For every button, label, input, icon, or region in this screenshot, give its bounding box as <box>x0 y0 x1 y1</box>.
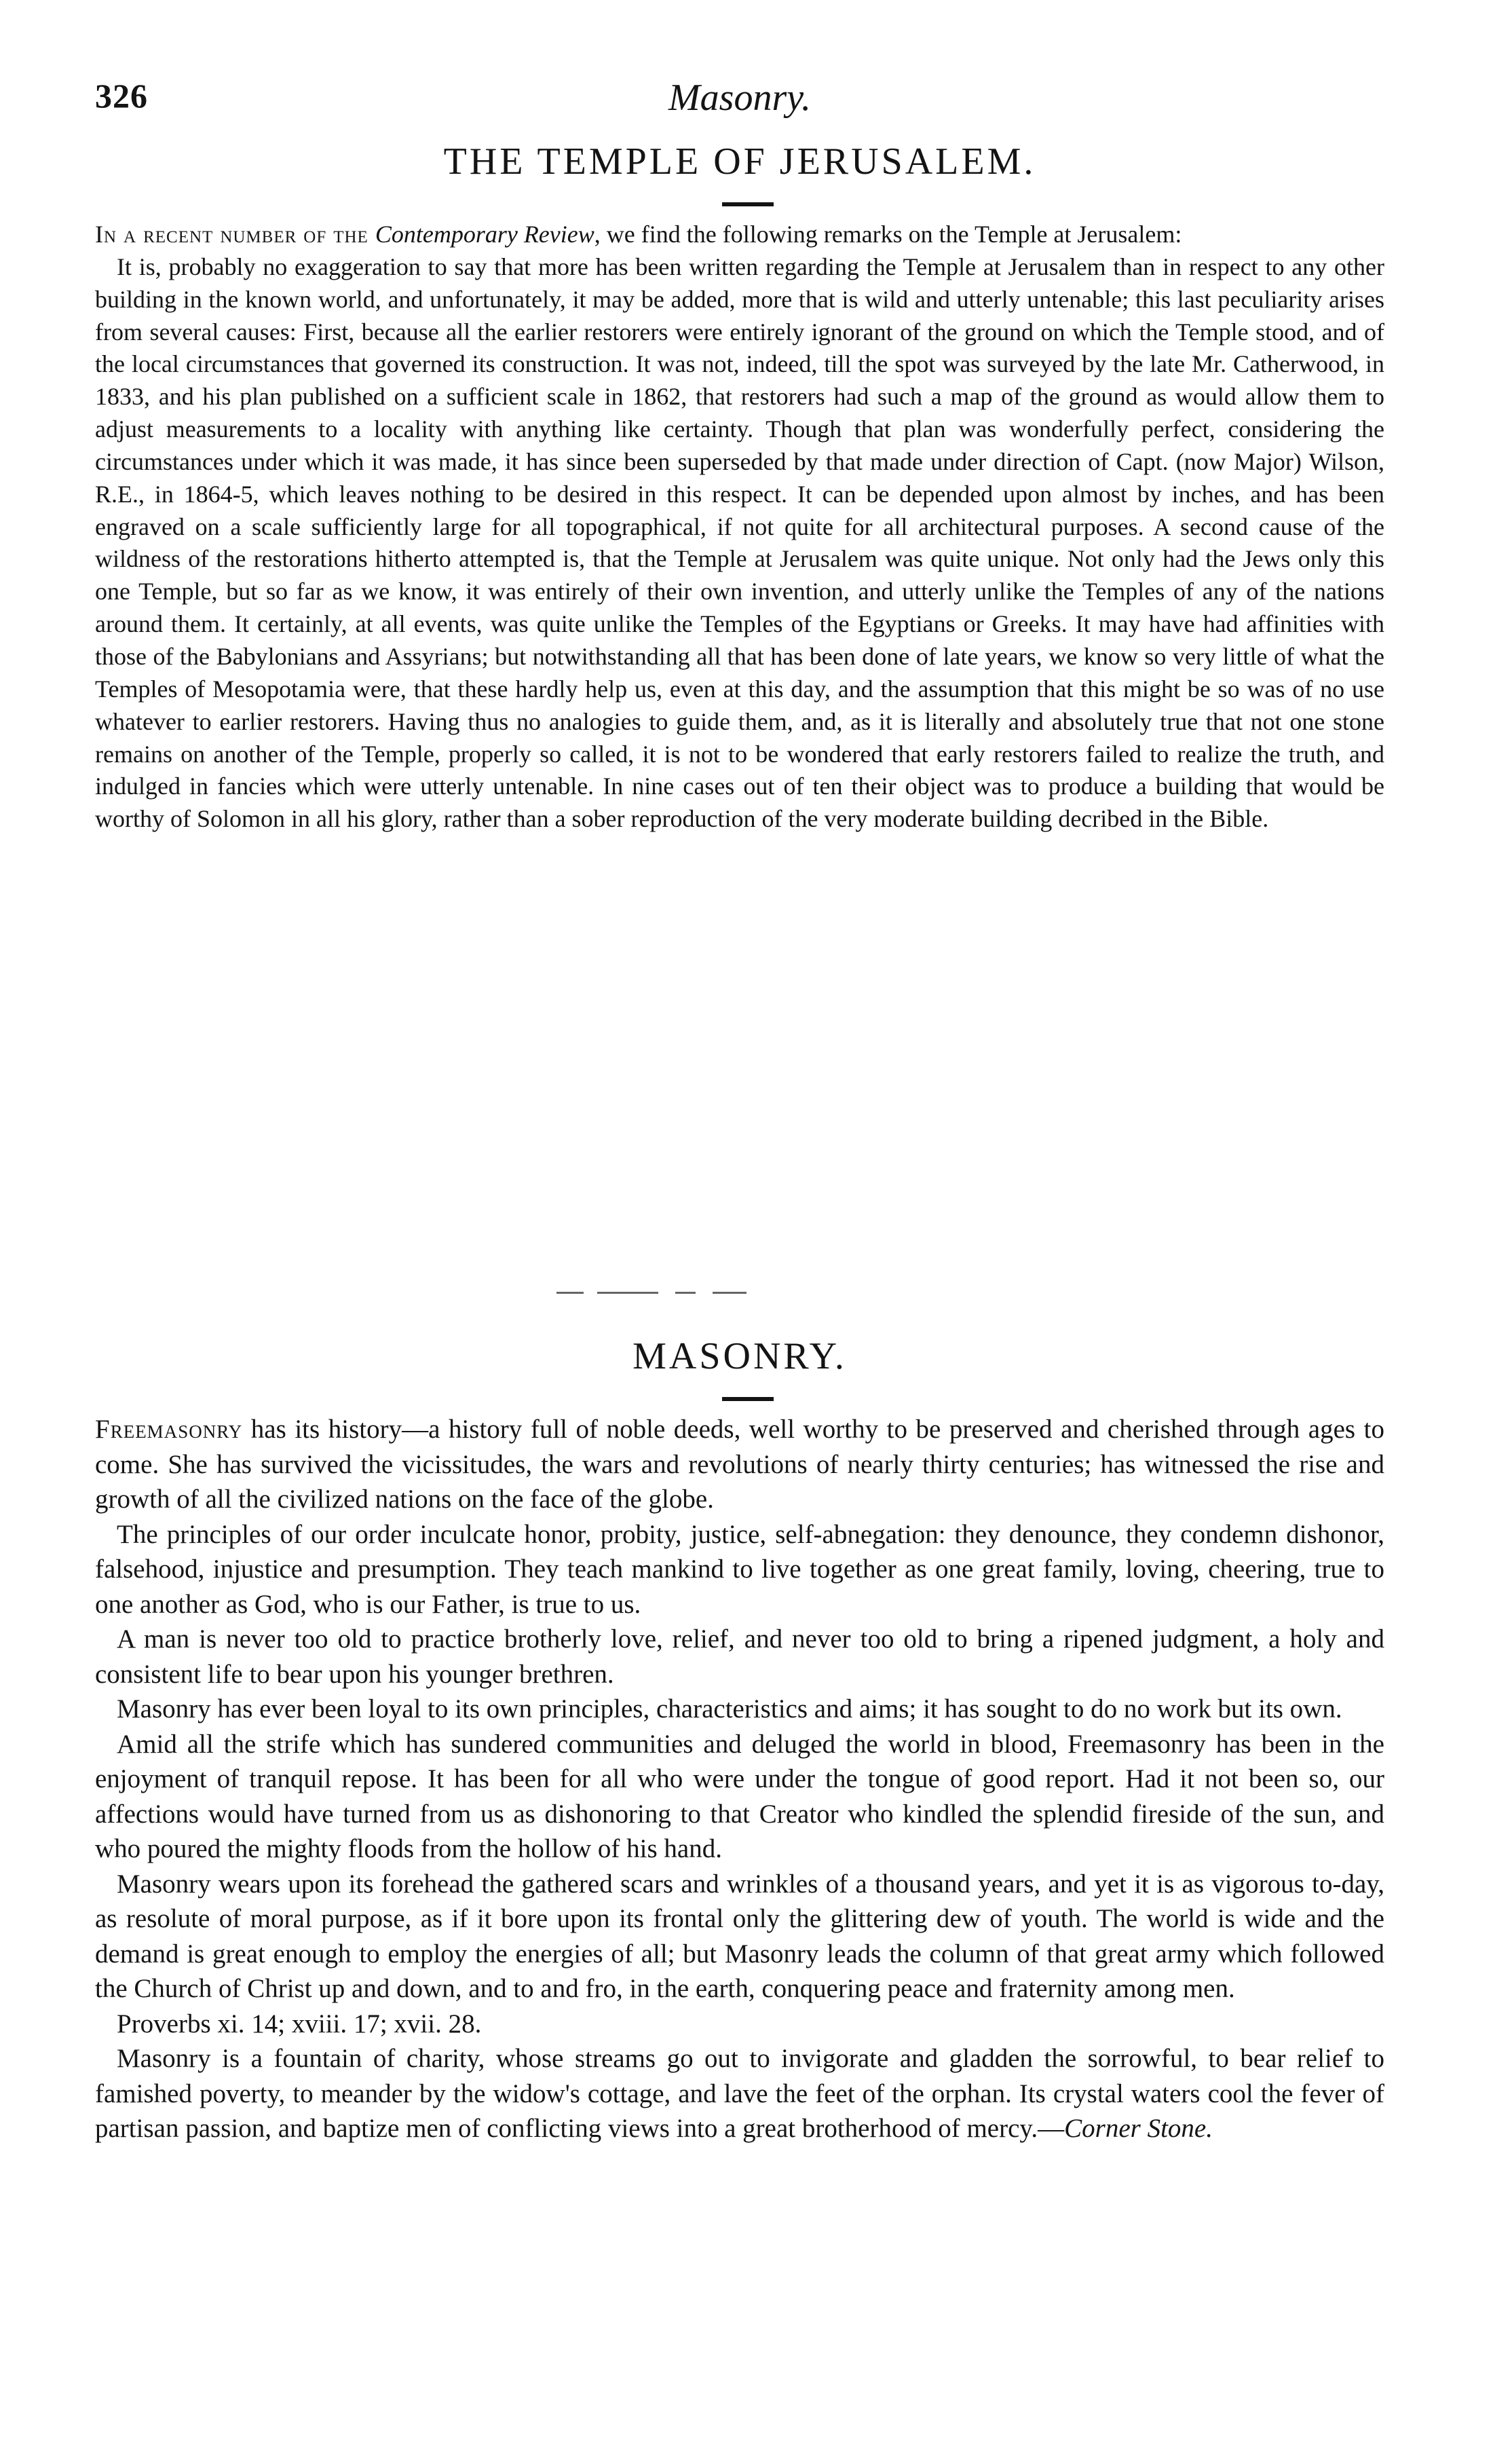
temple-article <box>95 219 1384 836</box>
page-number: 326 <box>95 77 148 115</box>
masonry-paragraph <box>95 2041 1384 2146</box>
scripture-reference: Proverbs xi. 14; xviii. 17; xvii. 28. <box>117 2009 482 2038</box>
attribution: Corner Stone. <box>1064 2114 1213 2143</box>
running-head <box>95 76 1384 130</box>
masonry-title: MASONRY. <box>632 1335 847 1377</box>
title-rule <box>722 1397 774 1401</box>
publication-title: Contemporary Review <box>375 221 594 248</box>
temple-intro <box>95 219 1384 251</box>
masonry-paragraph <box>95 1412 1384 1517</box>
masonry-paragraph: The principles of our order inculcate honor, probity, justice, self-abnegation: they denounce, they condemn dishonor, falsehood, injustice and presumption. They teach mankind to live together as one great family, loving, cheering, true to one another as God, who is our Father, is true to us. <box>95 1519 1384 1619</box>
running-title: Masonry. <box>668 77 811 119</box>
masonry-paragraph: A man is never too old to practice brotherly love, relief, and never too old to bring a ripened judgment, a holy and consistent life to bear upon his younger brethren. <box>95 1624 1384 1689</box>
lead-word: Freemasonry <box>95 1415 243 1444</box>
masonry-paragraph-1-text: has its history—a history full of noble deeds, well worthy to be preserved and cherished through ages to come. She has survived the vicissitudes, the wars and revolutions of nearly thirty centuries; has witnessed the rise and growth of all the civilized nations on the face of the globe. <box>95 1415 1384 1514</box>
title-rule <box>722 202 774 206</box>
temple-paragraph: It is, probably no exaggeration to say that more has been written regarding the Temple at Jerusalem than in respect to any other building in the known world, and unfortunately, it may be added, more that is wild and utterly untenable; this last peculiarity arises from several causes: First, because all the earlier restorers were entirely ignorant of the ground on which the Temple stood, and of the local circumstances that governed its construction. It was not, indeed, till the spot was surveyed by the late Mr. Catherwood, in 1833, and his plan published on a sufficient scale in 1862, that restorers had such a map of the ground as would allow them to adjust measurements to a locality with anything like certainty. Though that plan was wonderfully perfect, considering the circumstances under which it was made, it has since been superseded by that made under direction of Capt. (now Major) Wilson, R.E., in 1864-5, which leaves nothing to be desired in this respect. It can be depended upon almost by inches, and has been engraved on a scale sufficiently large for all topographical, if not quite for all architectural purposes. A second cause of the wildness of the restorations hitherto attempted is, that the Temple at Jerusalem was quite unique. Not only had the Jews only this one Temple, but so far as we know, it was entirely of their own invention, and utterly unlike the Temples of any of the nations around them. It certainly, at all events, was quite unlike the Temples of the Egyptians or Greeks. It may have had affinities with those of the Babylonians and Assyrians; but notwithstanding all that has been done of late years, we know so very little of what the Temples of Mesopotamia were, that these hardly help us, even at this day, and the assumption that this might be so was of no use whatever to earlier restorers. Having thus no analogies to guide them, and, as it is literally and absolutely true that not one stone remains on another of the Temple, properly so called, it is not to be wondered that early restorers failed to realize the truth, and indulged in fancies which were utterly untenable. In nine cases out of ten their object was to produce a building that would be worthy of Solomon in all his glory, rather than a sober reproduction of the very moderate building decribed in the Bible. <box>95 253 1384 833</box>
temple-intro-prefix: In a recent number of the <box>95 221 375 248</box>
masonry-paragraph-8-text: Masonry is a fountain of charity, whose streams go out to invigorate and gladden the sorrowful, to bear relief to famished poverty, to meander by the widow's cottage, and lave the feet of the orphan. Its crystal waters cool the fever of partisan passion, and baptize men of conflicting views into a great brotherhood of mercy.— <box>95 2044 1384 2143</box>
temple-title: THE TEMPLE OF JERUSALEM. <box>443 141 1036 183</box>
masonry-paragraph: Amid all the strife which has sundered communities and deluged the world in blood, Freemasonry has been in the enjoyment of tranquil repose. It has been for all who were under the tongue of good report. Had it not been so, our affections would have turned from us as dishonoring to that Creator who kindled the splendid fireside of the sun, and who poured the mighty floods from the hollow of his hand. <box>95 1729 1384 1863</box>
masonry-paragraph: Masonry wears upon its forehead the gathered scars and wrinkles of a thousand years, and yet it is as vigorous to-day, as resolute of moral purpose, as if it bore upon its frontal only the glittering dew of youth. The world is wide and the demand is great enough to employ the energies of all; but Masonry leads the column of that great army which followed the Church of Christ up and down, and to and fro, in the earth, conquering peace and fraternity among men. <box>95 1869 1384 2003</box>
section-divider <box>556 1290 760 1297</box>
temple-intro-suffix: , we find the following remarks on the Temple at Jerusalem: <box>594 221 1182 248</box>
masonry-paragraph: Masonry has ever been loyal to its own principles, characteristics and aims; it has sought to do no work but its own. <box>117 1694 1342 1723</box>
masonry-article <box>95 1412 1384 2146</box>
